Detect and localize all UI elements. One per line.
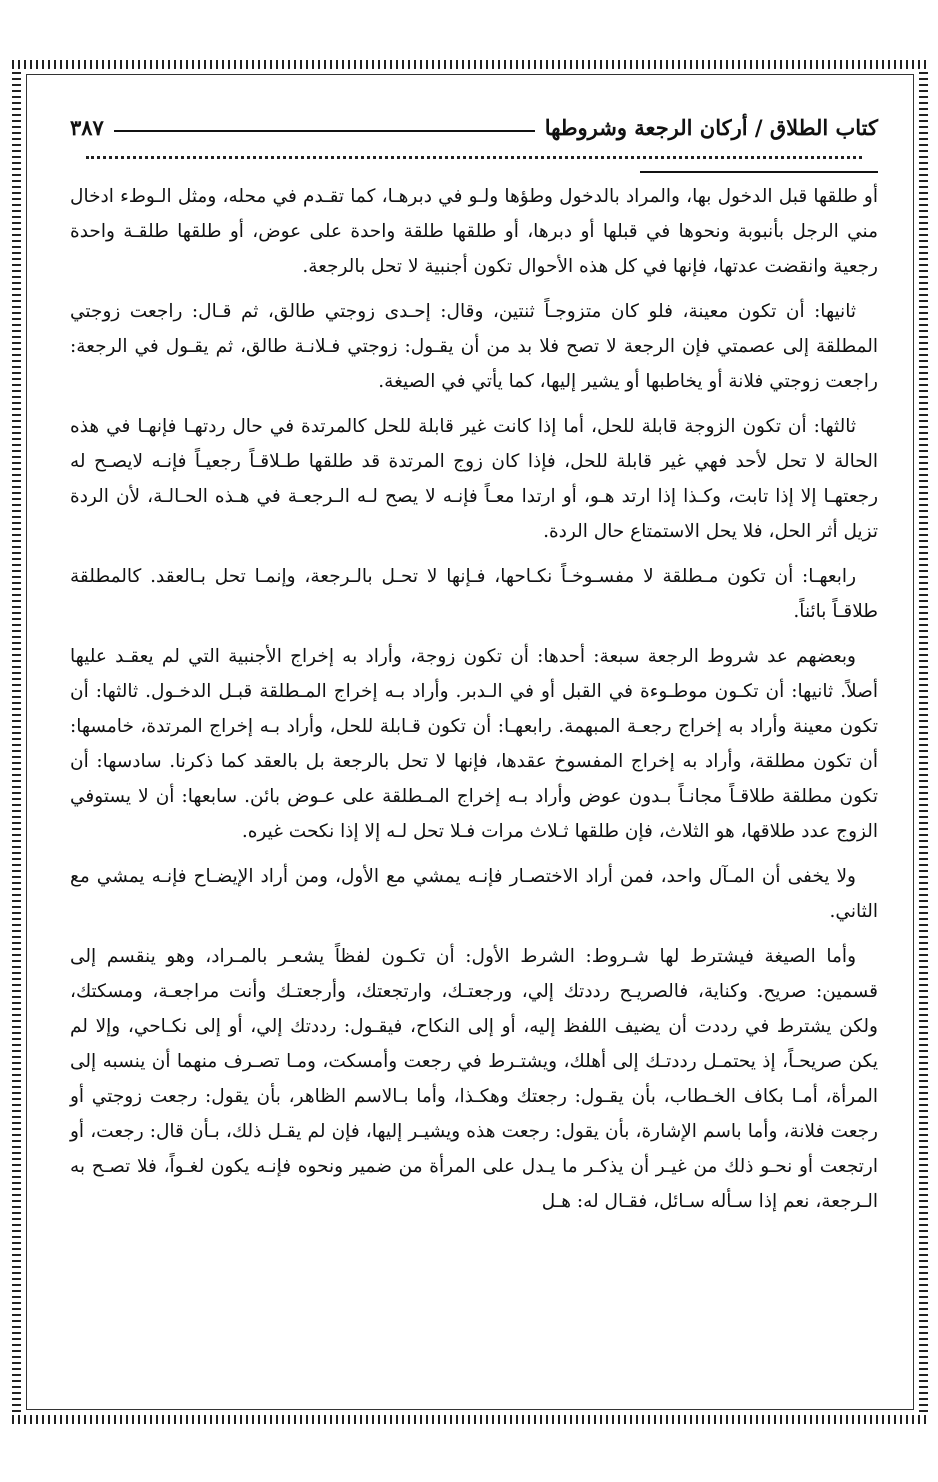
paragraph: ثالثها: أن تكون الزوجة قابلة للحل، أما إذا كانت غير قابلة للحل كالمرتدة في حال ردتهـا فإنهـا في هذه الحالة لا تحل لأحد فهي غير قابلة للحل، فإذا كان زوج المرتدة قد طلقها طـلاقـاً رجعيـاً فإنـه لايصـح له رجعتهـا إلا إذا تابت، وكـذا إذا ارتد هـو، أو ارتدا معـاً فإنـه لا يصح لـه الـرجعـة في هـذه الحـالـة، لأن الردة تزيل أثر الحل، فلا يحل الاستمتاع حال الردة. [70,416,878,542]
paragraph: أو طلقها قبل الدخول بها، والمراد بالدخول وطؤها ولـو في دبرهـا، كما تقـدم في محله، ومثل الـوطء ادخال مني الرجل بأنبوبة ونحوها في قبلها أو دبرها، أو طلقها طلقة واحدة على عوض، أو طلقها طلقـة واحدة رجعية وانقضت عدتها، فإنها في كل هذه الأحوال تكون أجنبية لا تحل بالرجعة. [70,186,878,277]
header-rule [114,130,535,132]
book-page [70,100,878,1229]
paragraph: رابعهـا: أن تكون مـطلقة لا مفسـوخـاً نكـاحها، فـإنها لا تحـل بالـرجعة، وإنمـا تحل بـالعقد. كالمطلقة طلاقـاً بائناً. [70,566,878,622]
paragraph: ثانيها: أن تكون معينة، فلو كان متزوجـاً ثنتين، وقال: إحـدى زوجتي طالق، ثم قـال: راجعت زوجتي المطلقة إلى عصمتي فإن الرجعة لا تصح فلا بد من أن يقـول: زوجتي فـلانـة طالق، ثم يقـول في الرجعة: راجعت زوجتي فلانة أو يخاطبها أو يشير إليها، كما يأتي في الصيغة. [70,301,878,392]
running-header [70,100,878,140]
body-text [70,179,878,1219]
paragraph: وبعضهم عد شروط الرجعة سبعة: أحدها: أن تكون زوجة، وأراد به إخراج الأجنبية التي لم يعقـد عليها أصلاً. ثانيها: أن تكـون موطـوءة في القبل أو في الـدبر. وأراد بـه إخراج المـطلقة قبـل الدخـول. ثالثها: أن تكون معينة وأراد به إخراج رجعـة المبهمة. رابعهـا: أن تكون قـابلة للحل، وأراد بـه إخراج المرتدة، خامسها: أن تكون مطلقة، وأراد به إخراج المفسوخ عقدها، فإنها لا تحل بالرجعة بل بالعقد كما ذكرنا. سادسها: أن تكون مطلقة طلاقـاً مجانـاً بـدون عوض وأراد بـه إخراج المـطلقة على عـوض بائن. سابعها: أن لا يستوفي الزوج عدد طلاقها، هو الثلاث، فإن طلقها ثـلاث مرات فـلا تحل لـه إلا إذا نكحت غيره. [70,646,878,842]
dotted-separator [86,146,862,159]
header-title: كتاب الطلاق / أركان الرجعة وشروطها [544,115,878,140]
paragraph: ولا يخفى أن المـآل واحد، فمن أراد الاختصـار فإنـه يمشي مع الأول، ومن أراد الإيضـاح فإنـه يمشي مع الثاني. [70,866,878,922]
paragraph: وأما الصيغة فيشترط لها شـروط: الشرط الأول: أن تكـون لفظاً يشعـر بالمـراد، وهو ينقسم إلى قسمين: صريح. وكناية، فالصريـح رددتك إلي، ورجعتـك، وارتجعتك، وأرجعتـك وأنت مراجعـة، ومسكتك، ولكن يشترط في رددت أن يضيف اللفظ إليه، أو إلى النكاح، فيقـول: رددتك إلي، أو إلى نكـاحي، وإلا لم يكن صريحـاً، إذ يحتمـل رددتـك إلى أهلك، ويشتـرط في رجعت وأمسكت، ومـا تصـرف منهما أن ينسبه إلى المرأة، أمـا بكاف الخـطاب، بأن يقـول: رجعتك وهكـذا، وأما بـالاسم الظاهر، بأن يقول: رجعت زوجتي أو رجعت فلانة، وأما باسم الإشارة، بأن يقول: رجعت هذه ويشيـر إليها، فإن لم يقـل ذلك، بـأن قال: رجعت، أو ارتجعت أو نحـو ذلك من غيـر أن يذكـر ما يـدل على المرأة من ضمير ونحوه فإنـه يكون لغـواً، فلا تصـح به الـرجعة، نعم إذا سـأله سـائل، فقـال له: هـل [70,946,878,1212]
short-rule [640,171,878,173]
page-number: ٣٨٧ [70,115,104,140]
